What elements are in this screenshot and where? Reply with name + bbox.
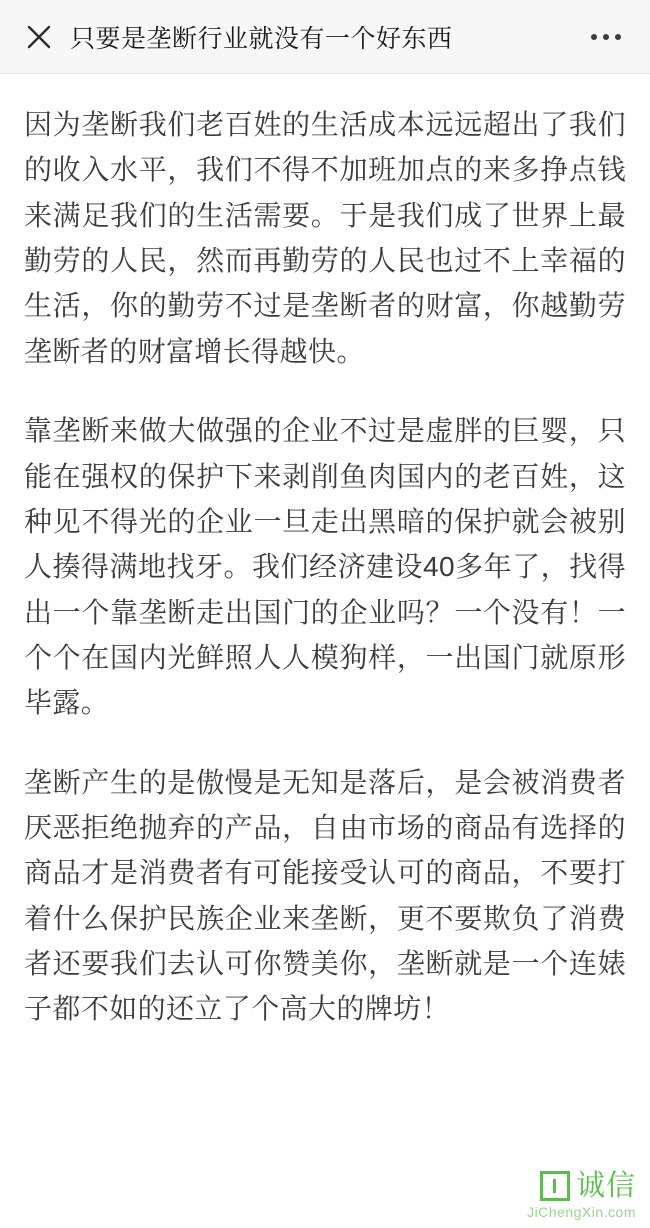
page-header (0, 0, 650, 74)
more-options-icon[interactable] (584, 20, 628, 54)
more-dot (603, 34, 609, 40)
close-icon[interactable] (22, 20, 56, 54)
article-paragraph: 垄断产生的是傲慢是无知是落后，是会被消费者厌恶拒绝抛弃的产品，自由市场的商品有选择的商品才是消费者有可能接受认可的商品，不要打着什么保护民族企业来垄断，更不要欺负了消费者还要我们去认可你赞美你，垄断就是一个连婊子都不如的还立了个高大的牌坊！ (24, 766, 626, 1025)
more-dot (591, 34, 597, 40)
article-paragraph: 靠垄断来做大做强的企业不过是虚胖的巨婴，只能在强权的保护下来剥削鱼肉国内的老百姓，这种见不得光的企业一旦走出黑暗的保护就会被别人揍得满地找牙。我们经济建设40多年了，找得出一个靠垄断走出国门的企业吗？一个没有！一个个在国内光鲜照人人模狗样，一出国门就原形毕露。 (24, 415, 626, 719)
more-dot (615, 34, 621, 40)
article-body (0, 74, 650, 1032)
watermark-url: JiChengXin.com (527, 1204, 636, 1220)
watermark-logo (527, 1171, 636, 1201)
watermark-box-icon (540, 1171, 570, 1201)
page-title: 只要是垄断行业就没有一个好东西 (70, 24, 453, 53)
watermark (527, 1171, 636, 1220)
watermark-brand: 诚信 (575, 1169, 636, 1202)
article-paragraph: 因为垄断我们老百姓的生活成本远远超出了我们的收入水平，我们不得不加班加点的来多挣点钱来满足我们的生活需要。于是我们成了世界上最勤劳的人民，然而再勤劳的人民也过不上幸福的生活，你的勤劳不过是垄断者的财富，你越勤劳垄断者的财富增长得越快。 (24, 109, 626, 367)
